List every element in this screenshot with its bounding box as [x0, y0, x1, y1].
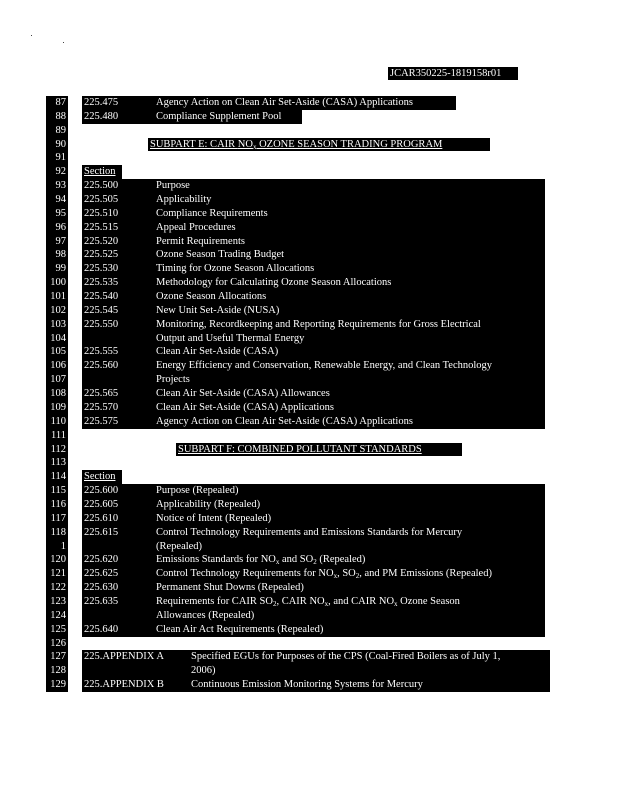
line-number: 123 — [50, 595, 66, 607]
line-number: 111 — [51, 429, 66, 441]
section-title: New Unit Set-Aside (NUSA) — [156, 304, 280, 316]
section-title: Energy Efficiency and Conservation, Renewable Energy, and Clean Technology — [156, 360, 493, 372]
section-number: 225.530 — [84, 263, 119, 275]
section-title: Clean Air Set-Aside (CASA) Allowances — [156, 388, 330, 400]
section-title: Agency Action on Clean Air Set-Aside (CASA) Applications — [156, 97, 413, 108]
line-number: 87 — [55, 97, 66, 108]
section-title: Clean Air Act Requirements (Repealed) — [156, 623, 324, 635]
line-number: 99 — [55, 263, 66, 275]
subpart-heading: SUBPART E: CAIR $NO_x$ OZONE SEASON TRADING PROGRAM — [150, 138, 443, 151]
line-number: 115 — [50, 485, 66, 497]
line-number: 117 — [50, 512, 66, 524]
line-number: 122 — [50, 582, 66, 594]
line-number: 101 — [50, 291, 66, 303]
line-number: 120 — [50, 554, 66, 566]
section-number: 225.640 — [84, 623, 119, 635]
section-title: Ozone Season Trading Budget — [156, 249, 285, 261]
section-column-label: Section — [84, 166, 116, 178]
line-number: 105 — [50, 346, 66, 358]
line-number: 1 — [60, 540, 66, 552]
section-number: 225.APPENDIX B — [84, 679, 164, 691]
section-title: Clean Air Set-Aside (CASA) Applications — [156, 401, 334, 413]
line-number: 89 — [55, 124, 66, 136]
line-number: 95 — [55, 207, 66, 219]
section-number: 225.505 — [84, 194, 119, 206]
section-title: Compliance Supplement Pool — [156, 110, 282, 122]
section-title: Monitoring, Recordkeeping and Reporting Requirements for Gross Electrical — [156, 318, 481, 330]
line-number: 116 — [50, 498, 66, 510]
section-number: 225.635 — [84, 595, 119, 607]
section-number: 225.535 — [84, 277, 119, 289]
section-title: (Repealed) — [156, 540, 203, 552]
section-title: Requirements for CAIR $SO_2$, CAIR $NO_x$, and CAIR $NO_x$ Ozone Season — [156, 595, 460, 608]
section-number: 225.550 — [84, 318, 119, 330]
section-title: Methodology for Calculating Ozone Season Allocations — [156, 277, 392, 289]
line-number: 104 — [50, 332, 66, 344]
section-title: Projects — [156, 374, 190, 386]
section-title: Ozone Season Allocations — [156, 291, 267, 303]
section-number: 225.500 — [84, 180, 119, 192]
line-number: 112 — [50, 443, 66, 455]
line-number: 124 — [50, 609, 66, 621]
line-number: 109 — [50, 401, 66, 413]
line-number: 129 — [50, 679, 66, 691]
section-number: 225.520 — [84, 235, 119, 247]
section-number: 225.600 — [84, 485, 119, 497]
line-number: 108 — [50, 388, 66, 400]
line-number: 100 — [50, 277, 66, 289]
section-title: Permanent Shut Downs (Repealed) — [156, 582, 304, 594]
section-title: Allowances (Repealed) — [156, 609, 255, 621]
section-title: Emissions Standards for $NO_x$ and $SO_2$ (Repealed) — [156, 554, 366, 567]
section-number: 225.605 — [84, 498, 119, 510]
line-number: 97 — [55, 235, 66, 247]
section-number: 225.475 — [84, 97, 119, 108]
line-number: 110 — [50, 415, 66, 427]
section-number: 225.575 — [84, 415, 119, 427]
scan-speck — [31, 35, 32, 36]
section-title: Purpose (Repealed) — [156, 485, 239, 497]
section-title: Control Technology Requirements for $NO_x$, $SO_2$, and PM Emissions (Repealed) — [156, 568, 492, 581]
line-number: 103 — [50, 318, 66, 330]
section-number: 225.480 — [84, 110, 119, 122]
section-number: 225.545 — [84, 304, 119, 316]
section-title: Applicability (Repealed) — [156, 498, 261, 510]
line-number: 91 — [55, 152, 66, 164]
section-title: Permit Requirements — [156, 235, 245, 247]
line-number: 98 — [55, 249, 66, 261]
section-title: Appeal Procedures — [156, 221, 236, 233]
section-number: 225.615 — [84, 526, 119, 538]
line-number: 114 — [50, 471, 66, 483]
line-number: 128 — [50, 665, 66, 677]
section-number: 225.570 — [84, 401, 119, 413]
section-title: Output and Useful Thermal Energy — [156, 332, 305, 344]
line-number: 121 — [50, 568, 66, 580]
section-title: 2006) — [191, 665, 216, 677]
subpart-heading: SUBPART F: COMBINED POLLUTANT STANDARDS — [178, 443, 422, 455]
line-number: 118 — [50, 526, 66, 538]
section-title: Agency Action on Clean Air Set-Aside (CASA) Applications — [156, 415, 413, 427]
line-number: 125 — [50, 623, 66, 635]
section-number: 225.560 — [84, 360, 119, 372]
section-number: 225.540 — [84, 291, 119, 303]
section-number: 225.625 — [84, 568, 119, 580]
line-number: 127 — [50, 651, 66, 663]
section-number: 225.510 — [84, 207, 119, 219]
line-number: 107 — [50, 374, 66, 386]
section-title: Clean Air Set-Aside (CASA) — [156, 346, 279, 358]
section-number: 225.610 — [84, 512, 119, 524]
section-title: Timing for Ozone Season Allocations — [156, 263, 315, 275]
section-number: 225.630 — [84, 582, 119, 594]
section-number: 225.525 — [84, 249, 119, 261]
line-number: 88 — [55, 110, 66, 122]
section-number: 225.APPENDIX A — [84, 651, 164, 663]
document-id: JCAR350225-1819158r01 — [390, 68, 502, 79]
section-title: Purpose — [156, 180, 190, 192]
line-number: 92 — [55, 166, 66, 178]
section-title: Specified EGUs for Purposes of the CPS (Coal-Fired Boilers as of July 1, — [191, 651, 501, 663]
section-number: 225.555 — [84, 346, 119, 358]
line-number: 90 — [55, 138, 66, 150]
line-number: 106 — [50, 360, 66, 372]
section-title: Control Technology Requirements and Emissions Standards for Mercury — [156, 526, 463, 538]
line-number: 113 — [50, 457, 66, 469]
section-title: Applicability — [156, 194, 212, 206]
section-number: 225.565 — [84, 388, 119, 400]
section-column-label: Section — [84, 471, 116, 483]
line-number: 96 — [55, 221, 66, 233]
line-number: 102 — [50, 304, 66, 316]
line-number: 93 — [55, 180, 66, 192]
line-number: 94 — [55, 194, 66, 206]
section-title: Continuous Emission Monitoring Systems for Mercury — [191, 679, 423, 691]
scan-speck — [63, 42, 64, 43]
section-number: 225.620 — [84, 554, 119, 566]
section-number: 225.515 — [84, 221, 119, 233]
line-number: 126 — [50, 637, 66, 649]
section-title: Notice of Intent (Repealed) — [156, 512, 272, 524]
section-title: Compliance Requirements — [156, 207, 268, 219]
